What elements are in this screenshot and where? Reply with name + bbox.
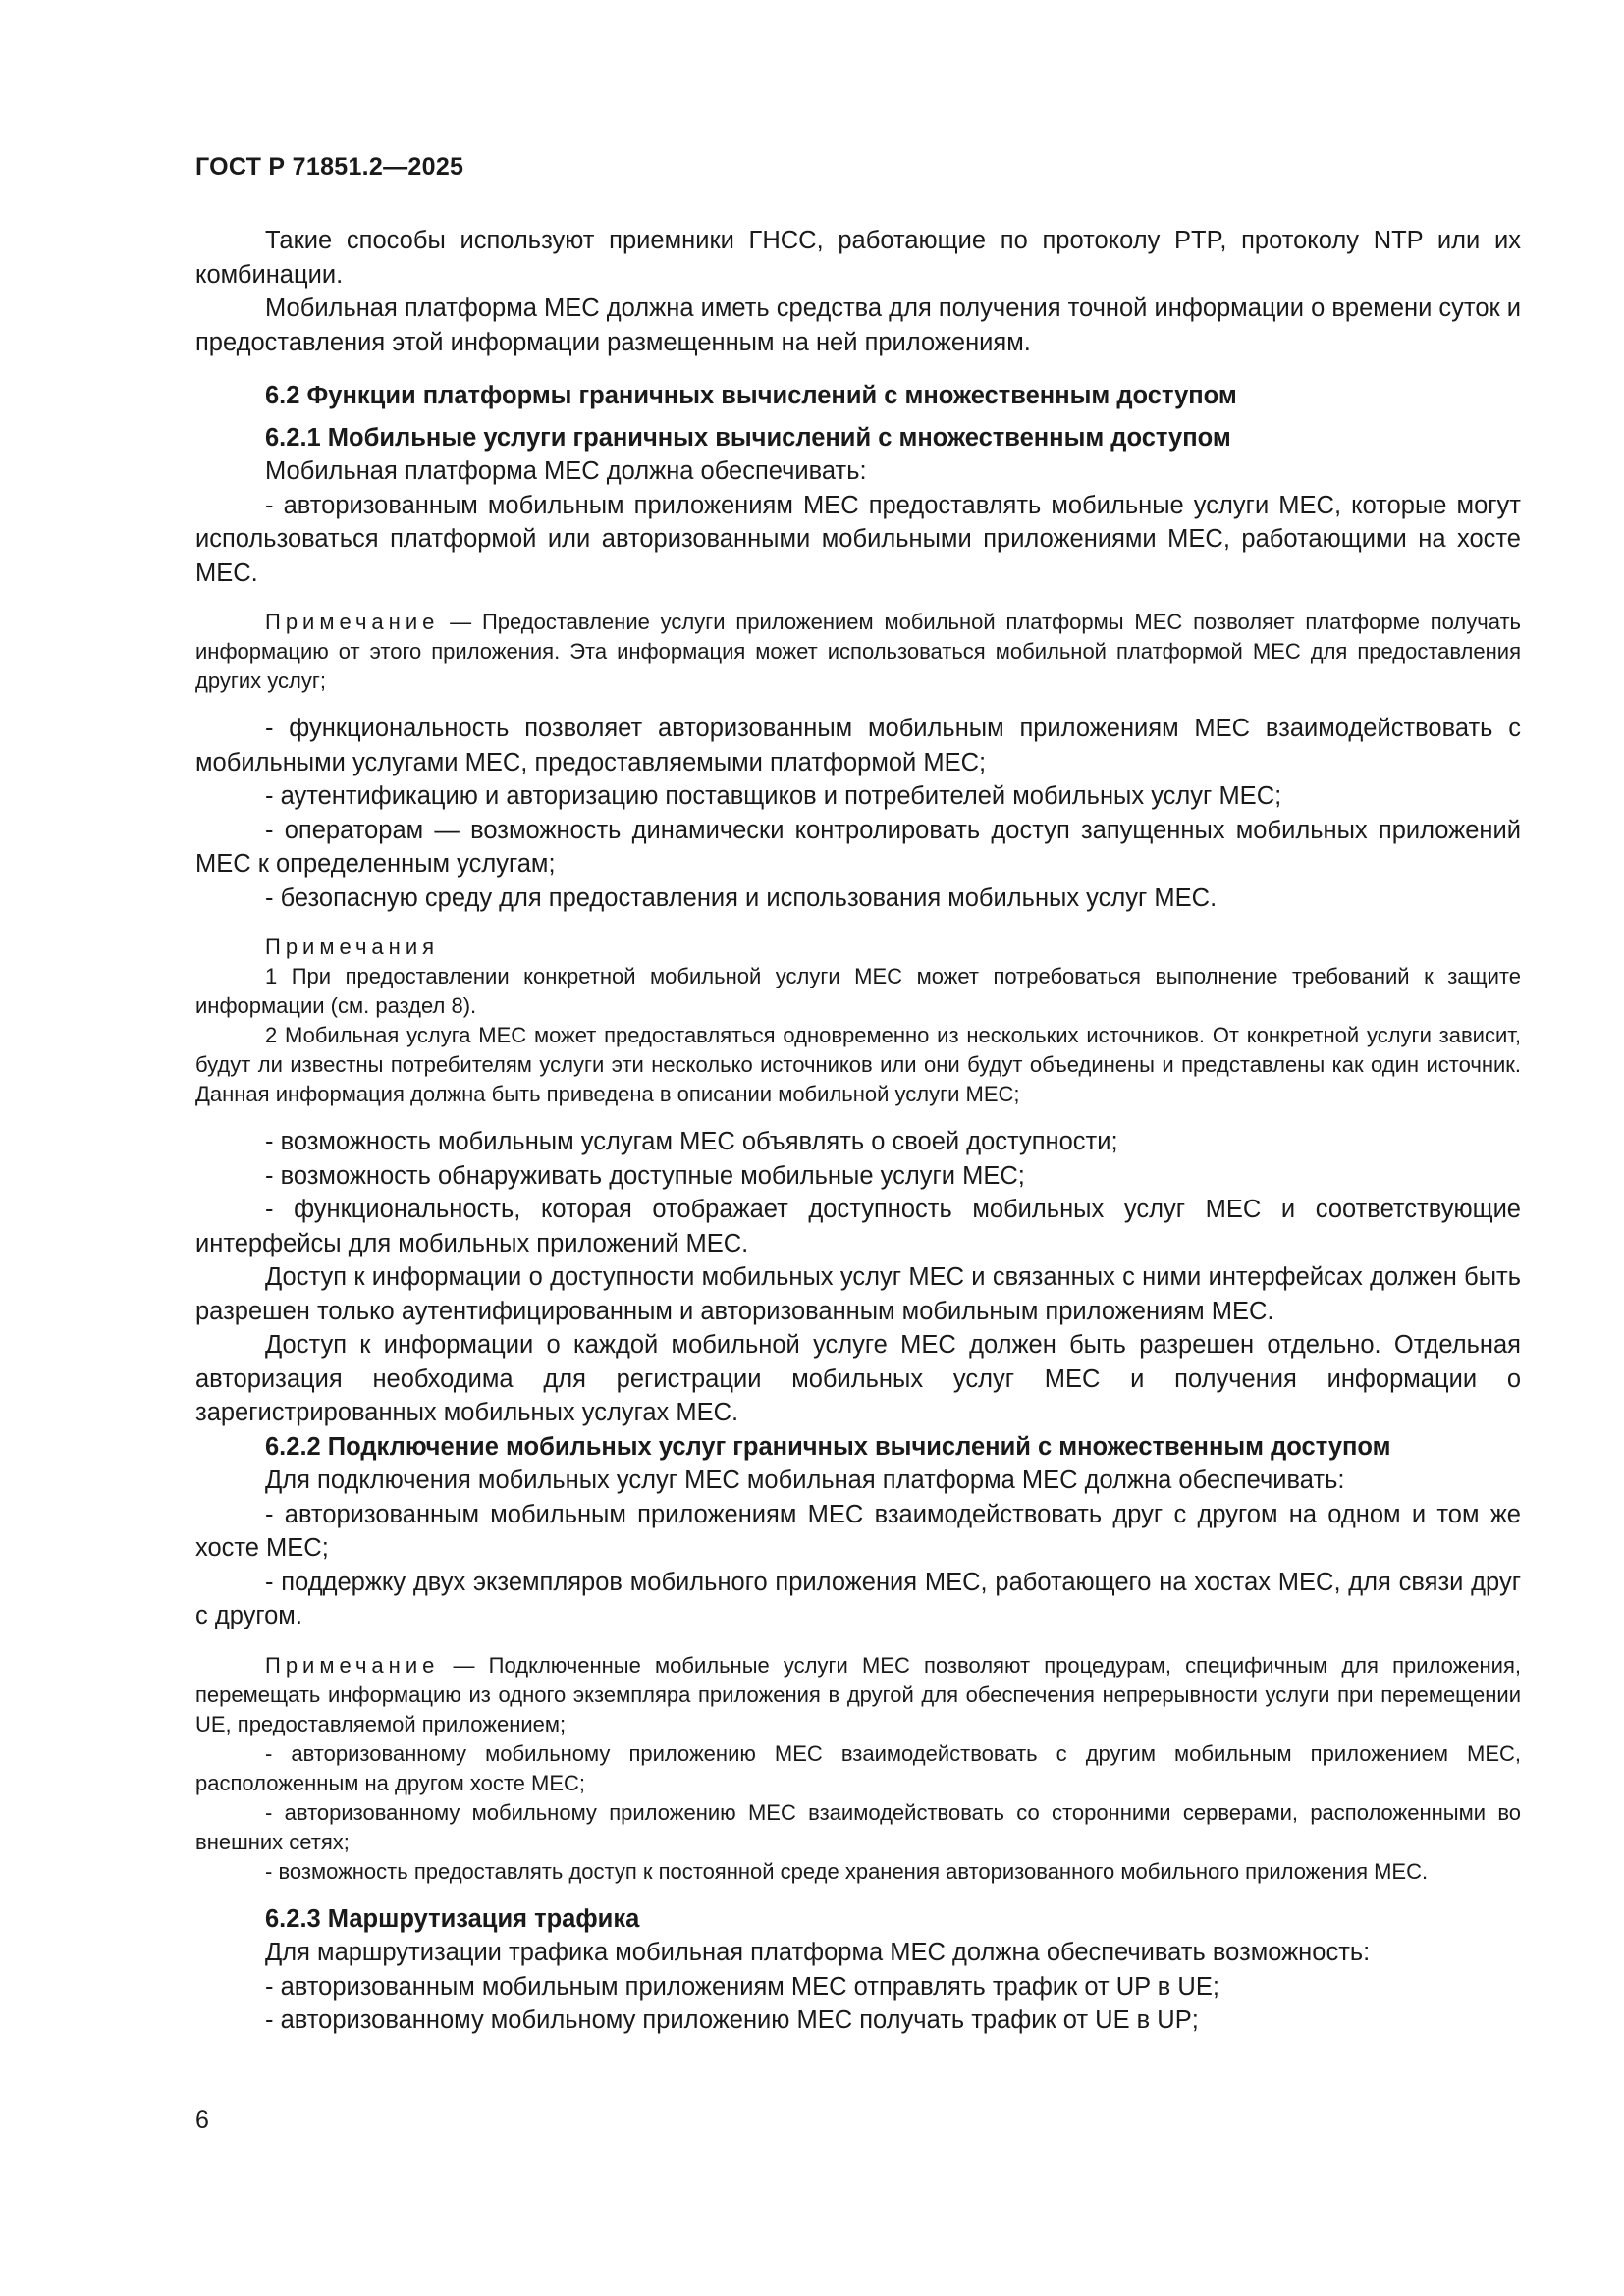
paragraph: Мобильная платформа МЕС должна иметь средства для получения точной информации о времени суток и предоставления этой информации размещенным на ней приложениям. <box>195 294 1521 356</box>
list-item: - аутентификацию и авторизацию поставщиков и потребителей мобильных услуг МЕС; <box>265 782 1282 810</box>
list-item: - функциональность, которая отображает доступность мобильных услуг МЕС и соответствующие интерфейсы для мобильных приложений МЕС. <box>195 1196 1521 1257</box>
paragraph: Такие способы используют приемники ГНСС, работающие по протоколу PTP, протоколу NTP или их комбинации. <box>195 227 1521 289</box>
list-item: - возможность мобильным услугам МЕС объявлять о своей доступности; <box>265 1128 1118 1155</box>
note-label: Примечание <box>265 610 440 634</box>
note-text: — Подключенные мобильные услуги МЕС позволяют процедурам, специфичным для приложения, перемещать информацию из одного экземпляра приложения в другой для обеспечения непрерывности услуги при перемещении UE, предоставляемой приложением; <box>195 1652 1521 1736</box>
paragraph: Доступ к информации о доступности мобильных услуг МЕС и связанных с ними интерфейсах должен быть разрешен только аутентифицированным и авторизованным мобильным приложениям МЕС. <box>195 1263 1521 1325</box>
paragraph: Доступ к информации о каждой мобильной услуге МЕС должен быть разрешен отдельно. Отдельная авторизация необходима для регистрации мобильных услуг МЕС и получения информации о зарегистрированных мобильных услугах МЕС. <box>195 1331 1521 1426</box>
notes-block <box>195 933 1521 1109</box>
list-item: - авторизованным мобильным приложениям МЕС предоставлять мобильные услуги МЕС, которые могут использоваться платформой или авторизованными мобильными приложениями МЕС, работающими на хосте МЕС. <box>195 491 1521 587</box>
note-list-item: - авторизованному мобильному приложению МЕС взаимодействовать с другим мобильным приложением МЕС, расположенным на другом хосте МЕС; <box>195 1740 1521 1795</box>
document-body <box>195 224 1521 2038</box>
note-block <box>195 1651 1521 1887</box>
paragraph: Для маршрутизации трафика мобильная платформа МЕС должна обеспечивать возможность: <box>265 1939 1371 1966</box>
note-block <box>195 608 1521 696</box>
list-item: - функциональность позволяет авторизованным мобильным приложениям МЕС взаимодействовать с мобильными услугами МЕС, предоставляемыми платформой МЕС; <box>195 715 1521 776</box>
note <box>195 1651 1521 1739</box>
note: 1 При предоставлении конкретной мобильной услуги МЕС может потребоваться выполнение требований к защите информации (см. раздел 8). <box>195 964 1521 1018</box>
note-text: — Предоставление услуги приложением мобильной платформы МЕС позволяет платформе получать информацию от этого приложения. Эта информация может использоваться мобильной платформой МЕС для предоставления других услуг; <box>195 610 1521 693</box>
list-item: - авторизованным мобильным приложениям МЕС взаимодействовать друг с другом на одном и том же хосте МЕС; <box>195 1500 1521 1562</box>
list-item: - авторизованному мобильному приложению МЕС получать трафик от UE в UP; <box>265 2006 1199 2034</box>
document-header: ГОСТ Р 71851.2—2025 <box>195 153 464 181</box>
note: 2 Мобильная услуга МЕС может предоставляться одновременно из нескольких источников. От конкретной услуги зависит, будут ли известны потребителям услуги эти несколько источников или они будут объединены и представлены как один источник. Данная информация должна быть приведена в описании мобильной услуги МЕС; <box>195 1023 1521 1106</box>
list-item: - возможность обнаруживать доступные мобильные услуги МЕС; <box>265 1161 1025 1190</box>
note-label: Примечание <box>265 1652 440 1678</box>
list-item: - авторизованным мобильным приложениям МЕС отправлять трафик от UP в UE; <box>265 1972 1219 2001</box>
paragraph: Мобильная платформа МЕС должна обеспечивать: <box>265 457 867 485</box>
list-item: - поддержку двух экземпляров мобильного приложения МЕС, работающего на хостах МЕС, для связи друг с другом. <box>195 1568 1521 1629</box>
note-list-item: - возможность предоставлять доступ к постоянной среде хранения авторизованного мобильного приложения МЕС. <box>265 1858 1429 1884</box>
note-list-item: - авторизованному мобильному приложению МЕС взаимодействовать со сторонними серверами, расположенными во внешних сетях; <box>195 1799 1521 1854</box>
subsection-heading: 6.2.3 Маршрутизация трафика <box>265 1904 640 1933</box>
list-item: - безопасную среду для предоставления и использования мобильных услуг МЕС. <box>265 883 1218 912</box>
page-number: 6 <box>195 2107 209 2134</box>
paragraph: Для подключения мобильных услуг МЕС мобильная платформа МЕС должна обеспечивать: <box>265 1467 1345 1494</box>
section-heading: 6.2 Функции платформы граничных вычислений с множественным доступом <box>265 382 1237 409</box>
notes-title: Примечания <box>265 934 440 959</box>
note <box>195 608 1521 696</box>
subsection-heading: 6.2.2 Подключение мобильных услуг граничных вычислений с множественным доступом <box>265 1432 1391 1461</box>
list-item: - операторам — возможность динамически контролировать доступ запущенных мобильных приложений МЕС к определенным услугам; <box>195 816 1521 878</box>
subsection-heading: 6.2.1 Мобильные услуги граничных вычислений с множественным доступом <box>265 423 1231 452</box>
